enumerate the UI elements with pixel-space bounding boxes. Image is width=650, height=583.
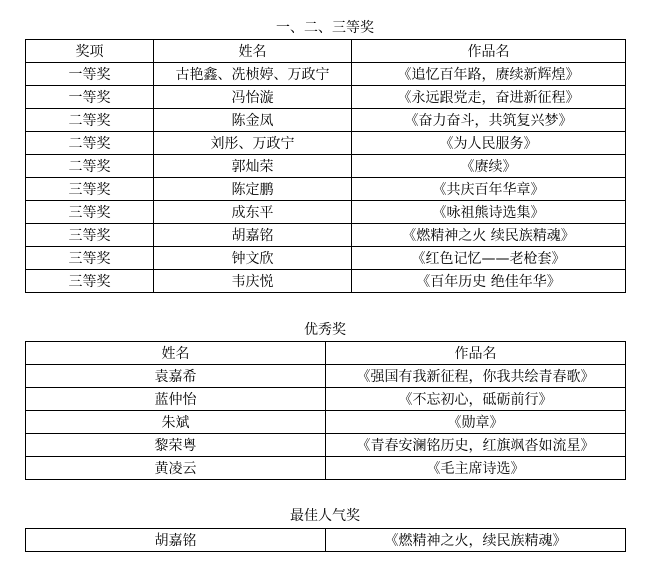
name-cell: 韦庆悦 xyxy=(154,270,352,293)
work-cell: 《赓续》 xyxy=(352,155,626,178)
award-cell: 三等奖 xyxy=(26,270,154,293)
name-cell: 钟文欣 xyxy=(154,247,352,270)
name-cell: 胡嘉铭 xyxy=(154,224,352,247)
table-row xyxy=(26,132,626,155)
award-cell: 二等奖 xyxy=(26,155,154,178)
table-row xyxy=(26,270,626,293)
work-cell: 《共庆百年华章》 xyxy=(352,178,626,201)
work-cell: 《燃精神之火，续民族精魂》 xyxy=(326,529,626,552)
popularity-award-table xyxy=(25,528,626,552)
table-row xyxy=(26,63,626,86)
table-row xyxy=(26,457,626,480)
work-cell: 《燃精神之火 续民族精魂》 xyxy=(352,224,626,247)
award-cell: 一等奖 xyxy=(26,86,154,109)
top-awards-table xyxy=(25,39,626,293)
work-cell: 《勋章》 xyxy=(326,411,626,434)
name-cell: 黎荣粤 xyxy=(26,434,326,457)
name-cell: 朱斌 xyxy=(26,411,326,434)
award-cell: 二等奖 xyxy=(26,132,154,155)
column-header-name: 姓名 xyxy=(154,40,352,63)
work-cell: 《百年历史 绝佳年华》 xyxy=(352,270,626,293)
award-cell: 三等奖 xyxy=(26,224,154,247)
table-row xyxy=(26,411,626,434)
work-cell: 《追忆百年路，赓续新辉煌》 xyxy=(352,63,626,86)
table-row xyxy=(26,434,626,457)
name-cell: 陈金凤 xyxy=(154,109,352,132)
name-cell: 蓝仲怡 xyxy=(26,388,326,411)
name-cell: 袁嘉希 xyxy=(26,365,326,388)
name-cell: 黄凌云 xyxy=(26,457,326,480)
column-header-name: 姓名 xyxy=(26,342,326,365)
table-row xyxy=(26,388,626,411)
table-row xyxy=(26,178,626,201)
table-row xyxy=(26,155,626,178)
name-cell: 郭灿荣 xyxy=(154,155,352,178)
award-cell: 三等奖 xyxy=(26,201,154,224)
work-cell: 《咏祖熊诗选集》 xyxy=(352,201,626,224)
work-cell: 《奋力奋斗，共筑复兴梦》 xyxy=(352,109,626,132)
name-cell: 古艳鑫、冼桢婷、万政宁 xyxy=(154,63,352,86)
table-row xyxy=(26,86,626,109)
table-header-row xyxy=(26,40,626,63)
name-cell: 冯怡漩 xyxy=(154,86,352,109)
work-cell: 《不忘初心，砥砺前行》 xyxy=(326,388,626,411)
table-header-row xyxy=(26,342,626,365)
table-row xyxy=(26,365,626,388)
award-cell: 三等奖 xyxy=(26,247,154,270)
work-cell: 《红色记忆——老枪套》 xyxy=(352,247,626,270)
work-cell: 《毛主席诗选》 xyxy=(326,457,626,480)
column-header-work: 作品名 xyxy=(326,342,626,365)
work-cell: 《青春安澜铭历史，红旗飒沓如流星》 xyxy=(326,434,626,457)
table-row xyxy=(26,201,626,224)
table-row xyxy=(26,529,626,552)
work-cell: 《永远跟党走，奋进新征程》 xyxy=(352,86,626,109)
excellence-awards-table xyxy=(25,341,626,480)
award-cell: 一等奖 xyxy=(26,63,154,86)
name-cell: 刘彤、万政宁 xyxy=(154,132,352,155)
top-awards-title: 一、二、三等奖 xyxy=(276,20,374,36)
work-cell: 《为人民服务》 xyxy=(352,132,626,155)
column-header-award: 奖项 xyxy=(26,40,154,63)
name-cell: 陈定鹏 xyxy=(154,178,352,201)
award-cell: 三等奖 xyxy=(26,178,154,201)
name-cell: 胡嘉铭 xyxy=(26,529,326,552)
table-row xyxy=(26,224,626,247)
work-cell: 《强国有我新征程，你我共绘青春歌》 xyxy=(326,365,626,388)
award-cell: 二等奖 xyxy=(26,109,154,132)
name-cell: 成东平 xyxy=(154,201,352,224)
excellence-awards-title: 优秀奖 xyxy=(304,322,346,338)
column-header-work: 作品名 xyxy=(352,40,626,63)
table-row xyxy=(26,109,626,132)
popularity-award-title: 最佳人气奖 xyxy=(290,508,360,524)
table-row xyxy=(26,247,626,270)
